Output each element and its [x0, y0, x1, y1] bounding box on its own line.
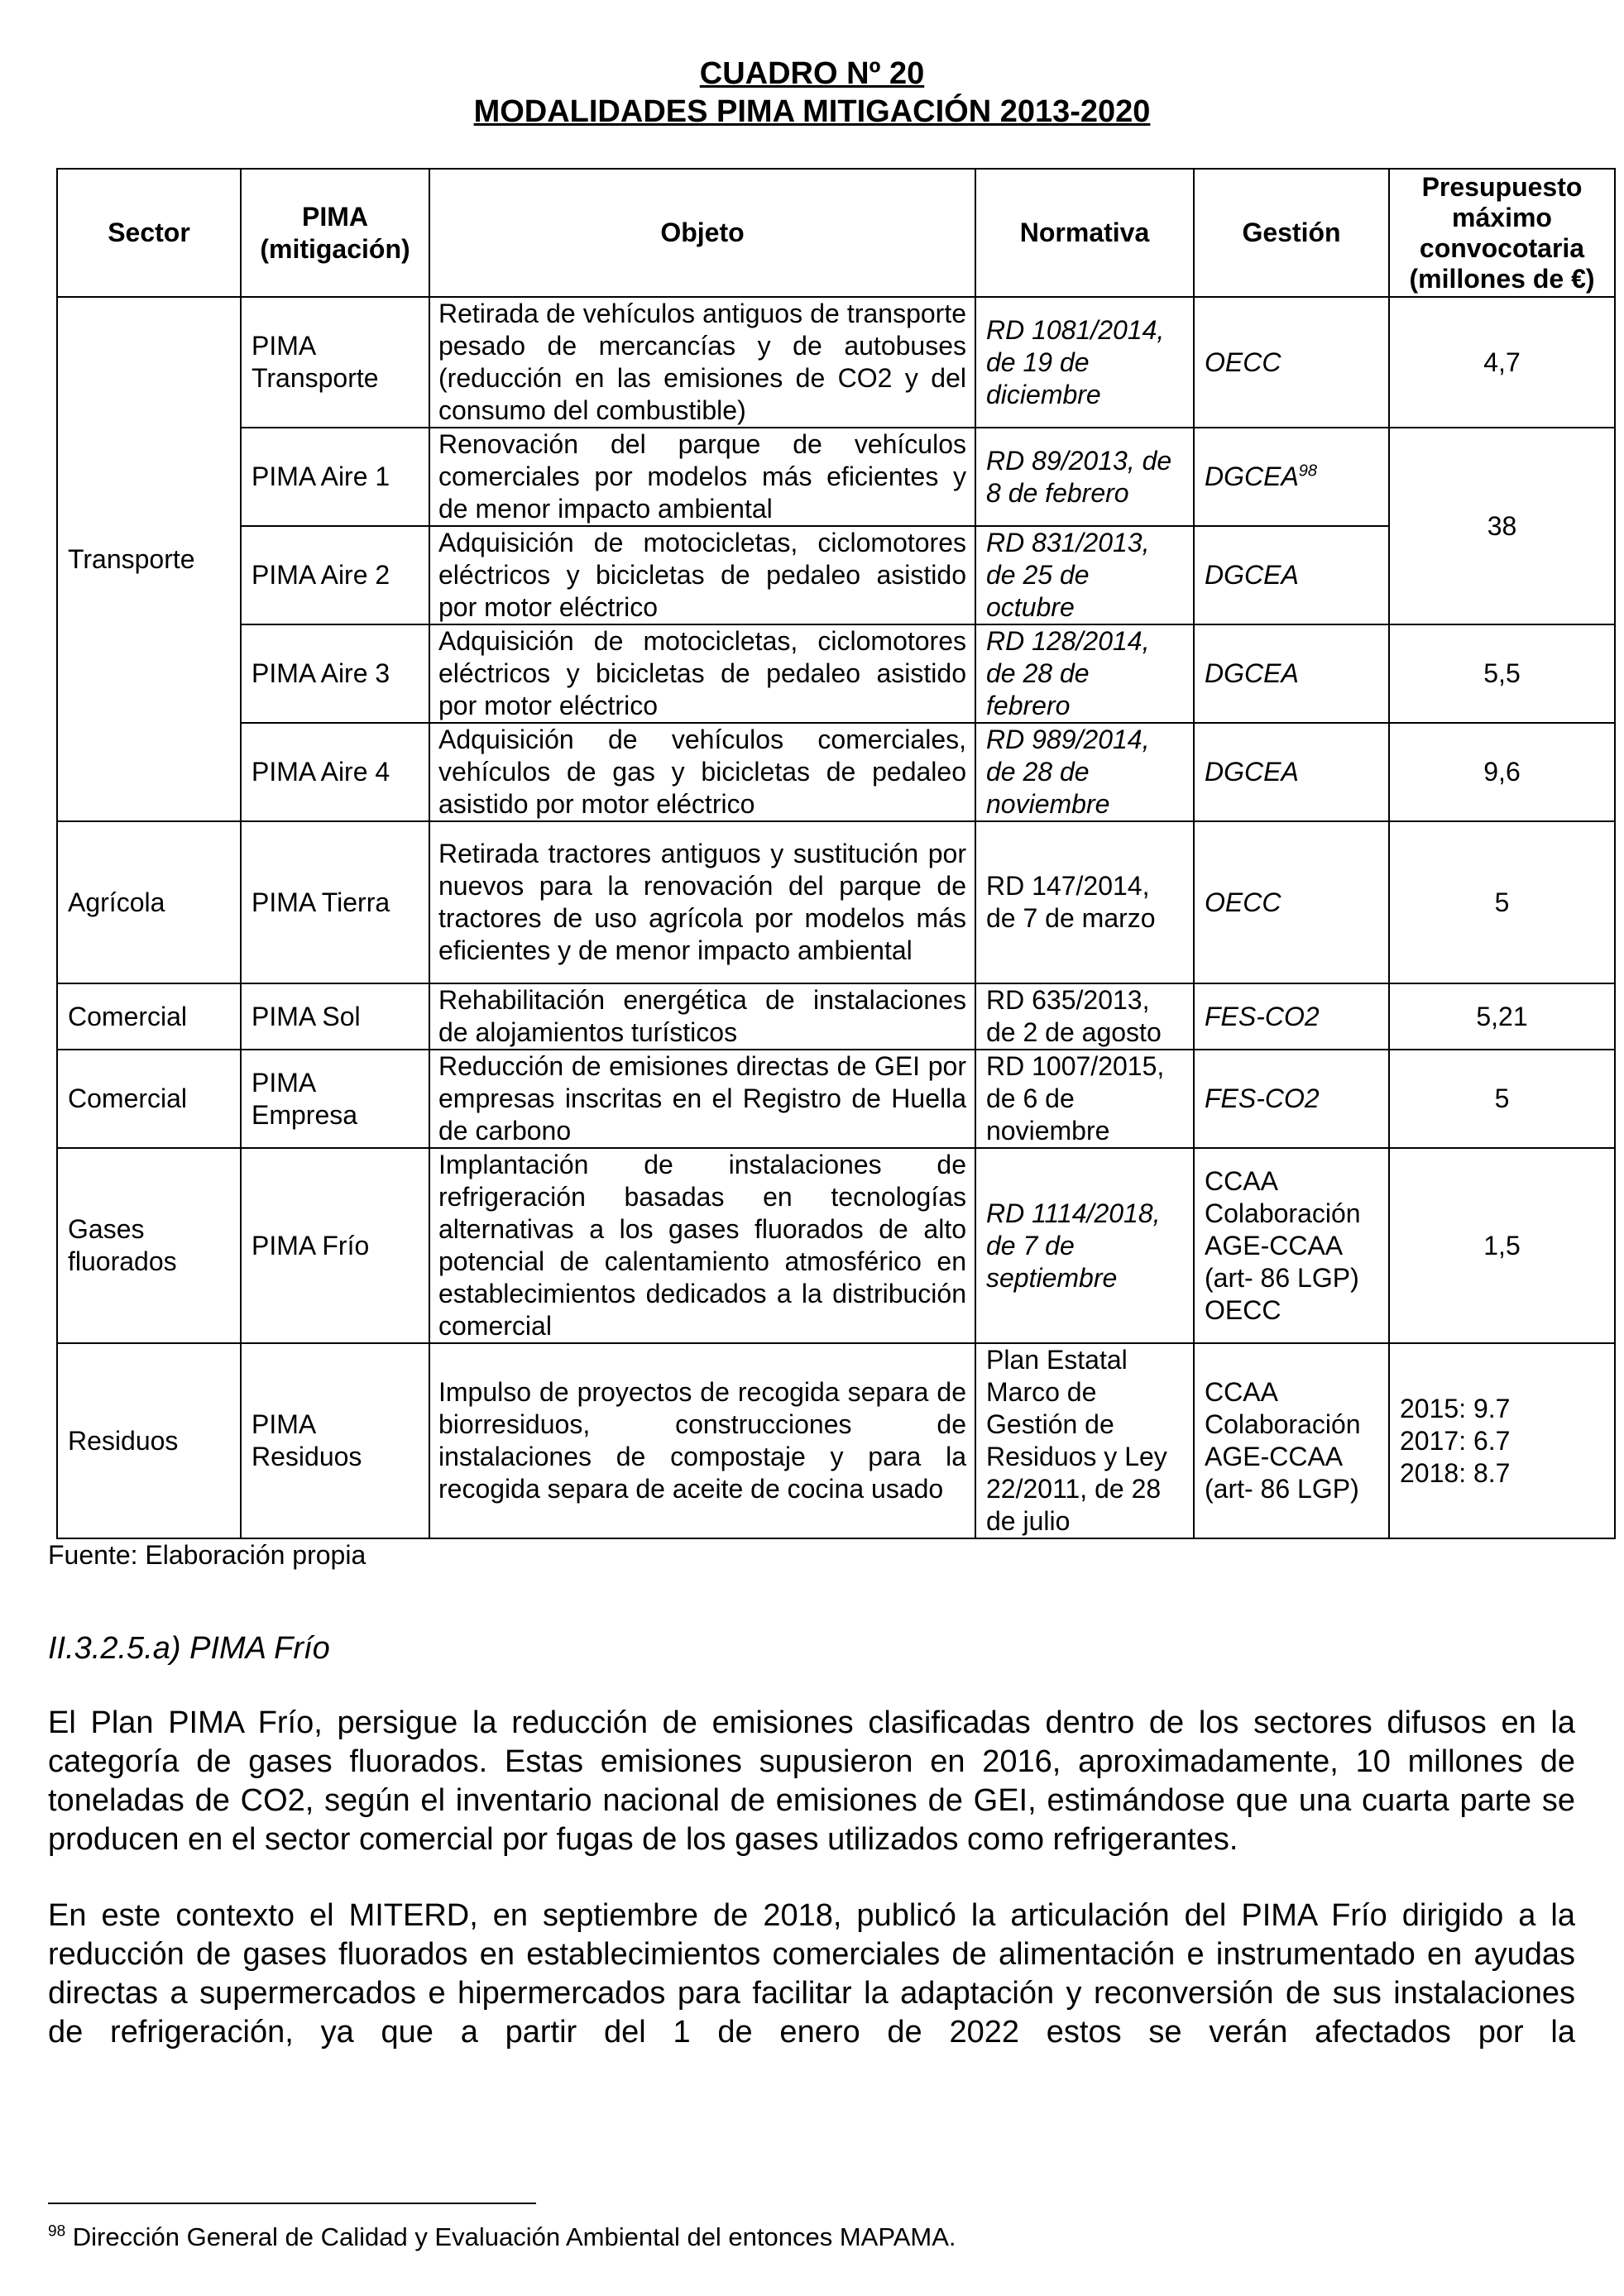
cell-gestion: DGCEA — [1194, 723, 1389, 821]
cell-normativa: RD 147/2014, de 7 de marzo — [975, 821, 1194, 983]
cell-sector: Comercial — [57, 1050, 241, 1148]
cell-objeto: Renovación del parque de vehículos comerciales por modelos más eficientes y de menor impacto ambiental — [429, 428, 975, 526]
cell-objeto: Impulso de proyectos de recogida separa de biorresiduos, construcciones de instalaciones de compostaje y para la recogida separa de aceite de cocina usado — [429, 1343, 975, 1538]
cell-normativa: RD 128/2014, de 28 de febrero — [975, 624, 1194, 723]
cell-sector: Comercial — [57, 983, 241, 1050]
cell-presupuesto: 2015: 9.7 2017: 6.7 2018: 8.7 — [1389, 1343, 1615, 1538]
table-row — [57, 1050, 1615, 1148]
table-row — [57, 821, 1615, 983]
header-pima: PIMA (mitigación) — [241, 169, 429, 297]
cell-objeto: Adquisición de motocicletas, ciclomotores eléctricos y bicicletas de pedaleo asistido por motor eléctrico — [429, 624, 975, 723]
footnote-ref: 98 — [1298, 462, 1318, 481]
cell-objeto: Retirada tractores antiguos y sustitución por nuevos para la renovación del parque de tractores de uso agrícola por modelos más eficientes y de menor impacto ambiental — [429, 821, 975, 983]
cell-presupuesto: 1,5 — [1389, 1148, 1615, 1343]
cell-gestion: FES-CO2 — [1194, 983, 1389, 1050]
cell-normativa: RD 1007/2015, de 6 de noviembre — [975, 1050, 1194, 1148]
table-row — [57, 983, 1615, 1050]
cell-sector: Agrícola — [57, 821, 241, 983]
cell-pima: PIMA Sol — [241, 983, 429, 1050]
cell-objeto: Reducción de emisiones directas de GEI por empresas inscritas en el Registro de Huella de carbono — [429, 1050, 975, 1148]
header-objeto: Objeto — [429, 169, 975, 297]
cell-gestion: FES-CO2 — [1194, 1050, 1389, 1148]
cell-gestion: DGCEA — [1194, 624, 1389, 723]
table-row — [57, 297, 1615, 428]
cell-gestion: OECC — [1194, 297, 1389, 428]
cell-presupuesto: 38 — [1389, 428, 1615, 624]
table-header-row — [57, 169, 1615, 297]
section-heading: II.3.2.5.a) PIMA Frío — [48, 1631, 330, 1666]
table-row — [57, 723, 1615, 821]
header-presupuesto: Presupuesto máximo convocotaria (millones de €) — [1389, 169, 1615, 297]
cell-objeto: Rehabilitación energética de instalaciones de alojamientos turísticos — [429, 983, 975, 1050]
footnote-text: Dirección General de Calidad y Evaluación Ambiental del entonces MAPAMA. — [72, 2222, 956, 2251]
table-title: MODALIDADES PIMA MITIGACIÓN 2013-2020 — [473, 94, 1151, 129]
cell-normativa: Plan Estatal Marco de Gestión de Residuos y Ley 22/2011, de 28 de julio — [975, 1343, 1194, 1538]
cell-sector: Transporte — [57, 297, 241, 821]
cell-gestion: OECC — [1194, 821, 1389, 983]
table-row — [57, 1343, 1615, 1538]
cell-gestion: CCAA Colaboración AGE-CCAA (art- 86 LGP) — [1194, 1343, 1389, 1538]
table-row — [57, 624, 1615, 723]
cell-pima: PIMA Aire 3 — [241, 624, 429, 723]
cell-pima: PIMA Transporte — [241, 297, 429, 428]
footnote-number: 98 — [48, 2222, 66, 2241]
table-title-number: CUADRO Nº 20 — [699, 56, 925, 91]
cell-objeto: Retirada de vehículos antiguos de transporte pesado de mercancías y de autobuses (reducción en las emisiones de CO2 y del consumo del combustible) — [429, 297, 975, 428]
footnote — [48, 2222, 956, 2253]
cell-pima: PIMA Residuos — [241, 1343, 429, 1538]
cell-sector: Gases fluorados — [57, 1148, 241, 1343]
cell-pima: PIMA Empresa — [241, 1050, 429, 1148]
cell-objeto: Adquisición de motocicletas, ciclomotores eléctricos y bicicletas de pedaleo asistido por motor eléctrico — [429, 526, 975, 624]
cell-sector: Residuos — [57, 1343, 241, 1538]
cell-normativa: RD 989/2014, de 28 de noviembre — [975, 723, 1194, 821]
cell-presupuesto: 9,6 — [1389, 723, 1615, 821]
cell-normativa: RD 1114/2018, de 7 de septiembre — [975, 1148, 1194, 1343]
paragraph: En este contexto el MITERD, en septiembre de 2018, publicó la articulación del PIMA Frío dirigido a la reducción de gases fluorados en establecimientos comerciales de alimentación e instrumentado en ayudas directas a supermercados e hipermercados para facilitar la adaptación y reconversión de sus instalaciones de refrigeración, ya que a partir del 1 de enero de 2022 estos se verán afectados por la — [48, 1898, 1575, 2050]
table-row — [57, 1148, 1615, 1343]
cell-gestion: CCAA Colaboración AGE-CCAA (art- 86 LGP) OECC — [1194, 1148, 1389, 1343]
gestion-text: DGCEA — [1205, 462, 1299, 491]
paragraph: El Plan PIMA Frío, persigue la reducción de emisiones clasificadas dentro de los sectores difusos en la categoría de gases fluorados. Estas emisiones supusieron en 2016, aproximadamente, 10 millones de toneladas de CO2, según el inventario nacional de emisiones de GEI, estimándose que una cuarta parte se producen en el sector comercial por fugas de los gases utilizados como refrigerantes. — [48, 1705, 1575, 1857]
footnote-divider — [48, 2203, 536, 2204]
cell-pima: PIMA Aire 1 — [241, 428, 429, 526]
table-row — [57, 428, 1615, 526]
cell-pima: PIMA Frío — [241, 1148, 429, 1343]
cell-normativa: RD 635/2013, de 2 de agosto — [975, 983, 1194, 1050]
cell-objeto: Implantación de instalaciones de refrigeración basadas en tecnologías alternativas a los gases fluorados de alto potencial de calentamiento atmosférico en establecimientos dedicados a la distribución comercial — [429, 1148, 975, 1343]
cell-gestion: DGCEA — [1194, 526, 1389, 624]
cell-normativa: RD 89/2013, de 8 de febrero — [975, 428, 1194, 526]
cell-presupuesto: 5 — [1389, 821, 1615, 983]
table-source: Fuente: Elaboración propia — [48, 1540, 366, 1570]
pima-table — [56, 168, 1616, 1539]
cell-objeto: Adquisición de vehículos comerciales, vehículos de gas y bicicletas de pedaleo asistido por motor eléctrico — [429, 723, 975, 821]
table-row — [57, 526, 1615, 624]
cell-gestion — [1194, 428, 1389, 526]
cell-presupuesto: 5 — [1389, 1050, 1615, 1148]
cell-normativa: RD 831/2013, de 25 de octubre — [975, 526, 1194, 624]
header-gestion: Gestión — [1194, 169, 1389, 297]
cell-pima: PIMA Aire 4 — [241, 723, 429, 821]
header-sector: Sector — [57, 169, 241, 297]
cell-presupuesto: 4,7 — [1389, 297, 1615, 428]
cell-pima: PIMA Tierra — [241, 821, 429, 983]
header-normativa: Normativa — [975, 169, 1194, 297]
cell-pima: PIMA Aire 2 — [241, 526, 429, 624]
cell-presupuesto: 5,5 — [1389, 624, 1615, 723]
cell-normativa: RD 1081/2014, de 19 de diciembre — [975, 297, 1194, 428]
cell-presupuesto: 5,21 — [1389, 983, 1615, 1050]
